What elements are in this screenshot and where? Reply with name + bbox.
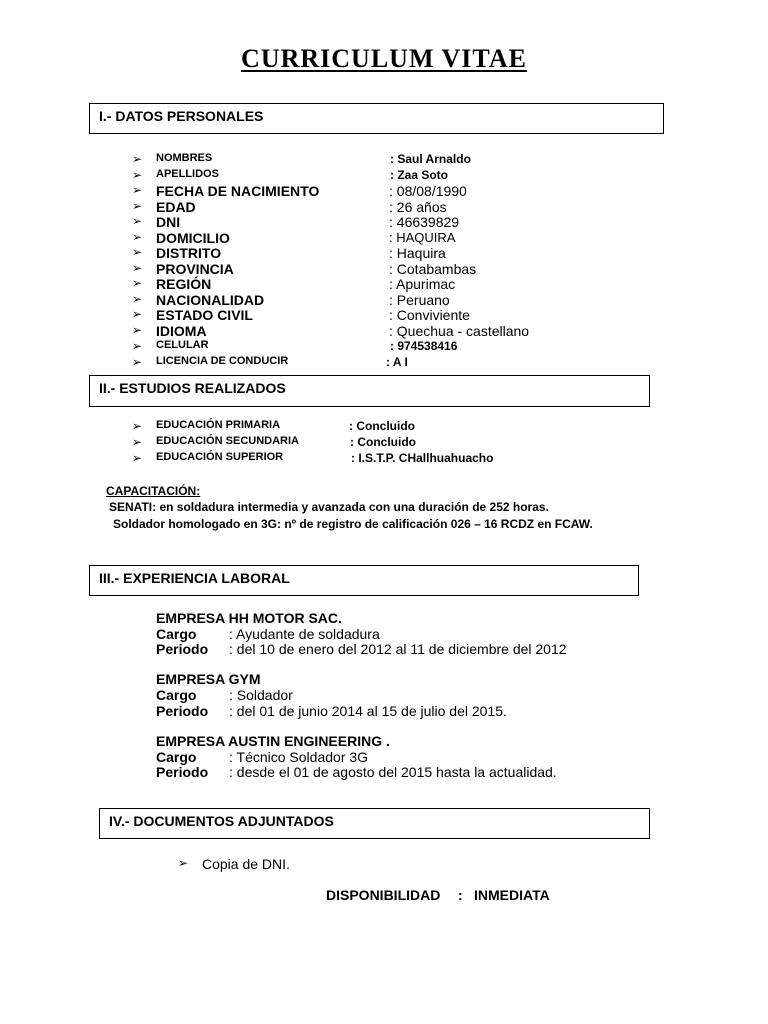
list-item <box>0 451 768 467</box>
list-item <box>0 261 768 277</box>
section-studies-header: II.- ESTUDIOS REALIZADOS <box>89 375 650 407</box>
periodo-value: : del 10 de enero del 2012 al 11 de diciembre del 2012 <box>229 641 567 657</box>
field-label: APELLIDOS <box>156 168 219 180</box>
bullet-arrow-icon: ➢ <box>132 214 143 228</box>
field-value: : Apurimac <box>389 276 456 292</box>
field-value: : HAQUIRA <box>389 230 456 245</box>
cargo-value: : Soldador <box>229 687 293 703</box>
list-item <box>0 307 768 323</box>
list-item <box>0 168 768 184</box>
field-label: DOMICILIO <box>156 230 230 246</box>
list-item <box>0 245 768 261</box>
field-label: REGIÓN <box>156 276 212 292</box>
field-label: EDUCACIÓN SECUNDARIA <box>156 435 300 447</box>
list-item <box>0 199 768 215</box>
cargo-label: Cargo <box>156 687 197 703</box>
field-value: : Zaa Soto <box>390 168 449 182</box>
bullet-arrow-icon: ➢ <box>132 451 143 465</box>
list-item <box>0 230 768 246</box>
field-value: : I.S.T.P. CHallhuahuacho <box>351 451 494 465</box>
field-label: DISTRITO <box>156 245 222 261</box>
field-label: PROVINCIA <box>156 261 234 277</box>
field-value: : Concluido <box>349 419 415 433</box>
section-personal-header: I.- DATOS PERSONALES <box>89 103 664 134</box>
training-line: Soldador homologado en 3G: nº de registro de calificación 026 – 16 RCDZ en FCAW. <box>113 517 593 531</box>
field-label: EDAD <box>156 199 196 215</box>
bullet-arrow-icon: ➢ <box>132 339 143 353</box>
training-line: SENATI: en soldadura intermedia y avanzada con una duración de 252 horas. <box>109 500 549 514</box>
field-value: : Quechua - castellano <box>389 323 530 339</box>
company-name: EMPRESA GYM <box>156 671 261 687</box>
periodo-label: Periodo <box>156 641 209 657</box>
field-value: : Cotabambas <box>389 261 477 277</box>
list-item <box>0 183 768 199</box>
bullet-arrow-icon: ➢ <box>132 230 143 244</box>
field-value: : Peruano <box>389 292 450 308</box>
bullet-arrow-icon: ➢ <box>132 292 143 306</box>
list-item <box>0 323 768 339</box>
list-item <box>0 276 768 292</box>
field-value: : Concluido <box>350 435 416 449</box>
field-label: IDIOMA <box>156 323 207 339</box>
section-documents-header: IV.- DOCUMENTOS ADJUNTADOS <box>99 808 650 839</box>
bullet-arrow-icon: ➢ <box>132 183 143 197</box>
company-name: EMPRESA AUSTIN ENGINEERING . <box>156 733 390 749</box>
availability-label: DISPONIBILIDAD <box>326 887 441 903</box>
list-item <box>0 339 768 355</box>
periodo-value: : del 01 de junio 2014 al 15 de julio del 2015. <box>229 703 507 719</box>
cargo-value: : Técnico Soldador 3G <box>229 749 369 765</box>
field-label: CELULAR <box>156 339 209 351</box>
bullet-arrow-icon: ➢ <box>132 355 143 369</box>
field-value: : Conviviente <box>389 307 470 323</box>
list-item <box>0 292 768 308</box>
training-heading: CAPACITACIÓN: <box>106 484 201 498</box>
periodo-label: Periodo <box>156 764 209 780</box>
bullet-arrow-icon: ➢ <box>132 323 143 337</box>
bullet-arrow-icon: ➢ <box>132 261 143 275</box>
field-label: NACIONALIDAD <box>156 292 265 308</box>
field-label: LICENCIA DE CONDUCIR <box>156 355 289 367</box>
bullet-arrow-icon: ➢ <box>132 435 143 449</box>
list-item <box>0 435 768 451</box>
bullet-arrow-icon: ➢ <box>132 168 143 182</box>
availability-value: INMEDIATA <box>474 887 550 903</box>
field-value: : Saul Arnaldo <box>390 152 471 166</box>
periodo-value: : desde el 01 de agosto del 2015 hasta la actualidad. <box>229 764 557 780</box>
document-title: CURRICULUM VITAE <box>241 44 527 73</box>
bullet-arrow-icon: ➢ <box>132 245 143 259</box>
company-name: EMPRESA HH MOTOR SAC. <box>156 610 342 626</box>
field-label: EDUCACIÓN SUPERIOR <box>156 451 284 463</box>
field-value: : 46639829 <box>389 214 460 230</box>
section-experience-header: III.- EXPERIENCIA LABORAL <box>89 565 639 596</box>
field-value: : 26 años <box>389 199 447 215</box>
availability-separator: : <box>458 887 463 903</box>
list-item <box>0 152 768 168</box>
bullet-arrow-icon: ➢ <box>178 856 189 870</box>
field-label: NOMBRES <box>156 152 213 164</box>
bullet-arrow-icon: ➢ <box>132 199 143 213</box>
periodo-label: Periodo <box>156 703 209 719</box>
field-value: : 08/08/1990 <box>389 183 467 199</box>
field-value: : Haquira <box>389 245 446 261</box>
bullet-arrow-icon: ➢ <box>132 419 143 433</box>
field-label: DNI <box>156 214 181 230</box>
field-label: FECHA DE NACIMIENTO <box>156 183 320 199</box>
cargo-label: Cargo <box>156 626 197 642</box>
field-label: ESTADO CIVIL <box>156 307 253 323</box>
list-item <box>0 419 768 435</box>
list-item <box>0 214 768 230</box>
list-item <box>0 355 768 371</box>
field-value: : A I <box>386 355 408 369</box>
cargo-label: Cargo <box>156 749 197 765</box>
document-item: Copia de DNI. <box>202 856 290 872</box>
bullet-arrow-icon: ➢ <box>132 307 143 321</box>
field-label: EDUCACIÓN PRIMARIA <box>156 419 281 431</box>
bullet-arrow-icon: ➢ <box>132 152 143 166</box>
cargo-value: : Ayudante de soldadura <box>229 626 380 642</box>
field-value: : 974538416 <box>390 339 458 353</box>
bullet-arrow-icon: ➢ <box>132 276 143 290</box>
